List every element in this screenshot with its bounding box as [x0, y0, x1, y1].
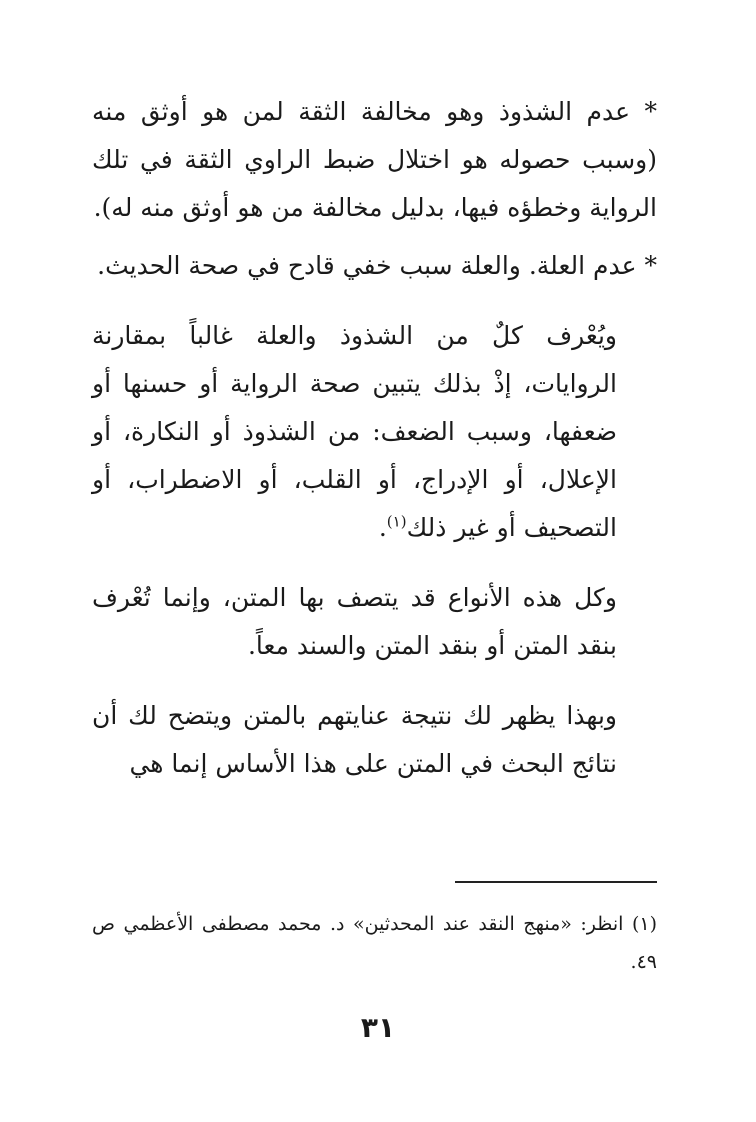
- paragraph-text: وبهذا يظهر لك نتيجة عنايتهم بالمتن ويتضح لك أن نتائج البحث في المتن على هذا الأساس إنما هي: [92, 701, 617, 778]
- footnote: [92, 905, 657, 981]
- footnote-text: انظر: «منهج النقد عند المحدثين» د. محمد مصطفى الأعظمي ص ٤٩.: [92, 913, 657, 973]
- footnote-number: (١): [631, 913, 657, 935]
- page-body: [92, 88, 657, 788]
- paragraph-results: [92, 692, 657, 788]
- footnote-reference[interactable]: (١): [386, 512, 407, 531]
- paragraph-text: عدم الشذوذ وهو مخالفة الثقة لمن هو أوثق منه (وسبب حصوله هو اختلال ضبط الراوي الثقة في تلك الرواية وخطؤه فيها، بدليل مخالفة من هو أوثق منه له).: [92, 97, 657, 222]
- bullet-marker: *: [644, 97, 657, 126]
- paragraph-text: ويُعْرف كلٌ من الشذوذ والعلة غالباً بمقارنة الروايات، إذْ بذلك يتبين صحة الرواية أو حسنها أو ضعفها، وسبب الضعف: من الشذوذ أو النكارة، أو الإعلال، أو الإدراج، أو القلب، أو الاضطراب، أو التصحيف أو غير ذلك: [92, 321, 617, 542]
- paragraph-text-criticism: [92, 574, 657, 670]
- paragraph-comparing-narrations: [92, 312, 657, 552]
- footnote-divider: [455, 881, 657, 883]
- paragraph-text: عدم العلة. والعلة سبب خفي قادح في صحة الحديث.: [97, 251, 637, 280]
- paragraph-text: وكل هذه الأنواع قد يتصف بها المتن، وإنما تُعْرف بنقد المتن أو بنقد المتن والسند معاً.: [92, 583, 617, 660]
- bullet-marker: *: [644, 251, 657, 280]
- paragraph-no-illah: [92, 242, 657, 290]
- paragraph-end-punctuation: .: [378, 513, 387, 542]
- page-number: ٣١: [360, 1011, 396, 1044]
- paragraph-no-shudhudh: [92, 88, 657, 232]
